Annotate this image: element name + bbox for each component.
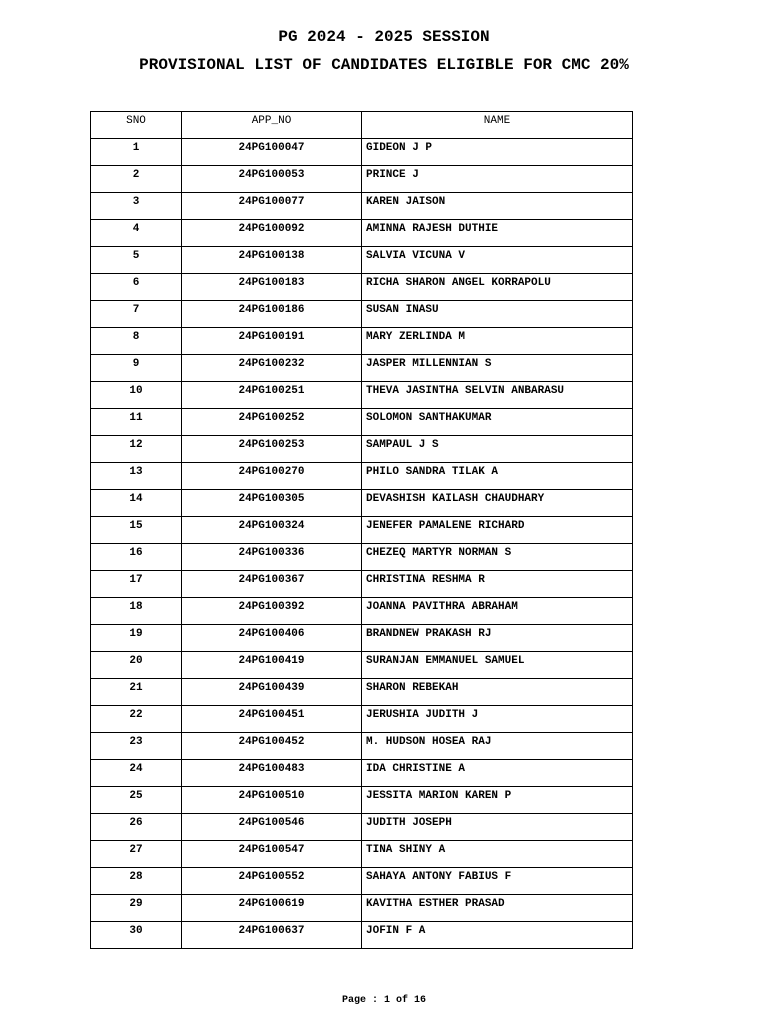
table-row bbox=[91, 706, 633, 733]
cell-sno: 2 bbox=[91, 166, 182, 193]
cell-app-no: 24PG100251 bbox=[182, 382, 362, 409]
cell-sno: 28 bbox=[91, 868, 182, 895]
cell-sno: 20 bbox=[91, 652, 182, 679]
page-number: Page : 1 of 16 bbox=[341, 995, 426, 1006]
cell-name: TINA SHINY A bbox=[362, 841, 633, 868]
cell-name: AMINNA RAJESH DUTHIE bbox=[362, 220, 633, 247]
cell-app-no: 24PG100183 bbox=[182, 274, 362, 301]
cell-sno: 8 bbox=[91, 328, 182, 355]
table-row bbox=[91, 220, 633, 247]
cell-name: SOLOMON SANTHAKUMAR bbox=[362, 409, 633, 436]
cell-app-no: 24PG100191 bbox=[182, 328, 362, 355]
cell-name: SAMPAUL J S bbox=[362, 436, 633, 463]
table-body bbox=[91, 139, 633, 949]
cell-name: PHILO SANDRA TILAK A bbox=[362, 463, 633, 490]
column-header-name: NAME bbox=[362, 112, 633, 139]
cell-app-no: 24PG100451 bbox=[182, 706, 362, 733]
cell-sno: 14 bbox=[91, 490, 182, 517]
table-row bbox=[91, 625, 633, 652]
column-header-app-no: APP_NO bbox=[182, 112, 362, 139]
cell-name: JASPER MILLENNIAN S bbox=[362, 355, 633, 382]
cell-sno: 29 bbox=[91, 895, 182, 922]
table-row bbox=[91, 733, 633, 760]
cell-name: SUSAN INASU bbox=[362, 301, 633, 328]
table-row bbox=[91, 868, 633, 895]
cell-app-no: 24PG100546 bbox=[182, 814, 362, 841]
page-subtitle: PROVISIONAL LIST OF CANDIDATES ELIGIBLE FOR CMC 20% bbox=[139, 56, 629, 74]
table-row bbox=[91, 409, 633, 436]
cell-name: M. HUDSON HOSEA RAJ bbox=[362, 733, 633, 760]
cell-app-no: 24PG100053 bbox=[182, 166, 362, 193]
table-row bbox=[91, 274, 633, 301]
table-row bbox=[91, 895, 633, 922]
cell-app-no: 24PG100047 bbox=[182, 139, 362, 166]
table-row bbox=[91, 463, 633, 490]
cell-name: JOANNA PAVITHRA ABRAHAM bbox=[362, 598, 633, 625]
cell-name: SAHAYA ANTONY FABIUS F bbox=[362, 868, 633, 895]
table-row bbox=[91, 301, 633, 328]
cell-sno: 22 bbox=[91, 706, 182, 733]
cell-name: KAREN JAISON bbox=[362, 193, 633, 220]
table-row bbox=[91, 247, 633, 274]
cell-app-no: 24PG100232 bbox=[182, 355, 362, 382]
cell-name: SHARON REBEKAH bbox=[362, 679, 633, 706]
cell-app-no: 24PG100483 bbox=[182, 760, 362, 787]
cell-app-no: 24PG100552 bbox=[182, 868, 362, 895]
table-row bbox=[91, 679, 633, 706]
cell-app-no: 24PG100419 bbox=[182, 652, 362, 679]
cell-app-no: 24PG100138 bbox=[182, 247, 362, 274]
cell-sno: 9 bbox=[91, 355, 182, 382]
table-row bbox=[91, 571, 633, 598]
cell-app-no: 24PG100186 bbox=[182, 301, 362, 328]
cell-app-no: 24PG100305 bbox=[182, 490, 362, 517]
cell-name: GIDEON J P bbox=[362, 139, 633, 166]
table-row bbox=[91, 787, 633, 814]
table-row bbox=[91, 544, 633, 571]
cell-app-no: 24PG100637 bbox=[182, 922, 362, 949]
cell-name: BRANDNEW PRAKASH RJ bbox=[362, 625, 633, 652]
cell-sno: 25 bbox=[91, 787, 182, 814]
cell-sno: 21 bbox=[91, 679, 182, 706]
table-row bbox=[91, 193, 633, 220]
table-row bbox=[91, 139, 633, 166]
table-row bbox=[91, 355, 633, 382]
cell-sno: 1 bbox=[91, 139, 182, 166]
table-row bbox=[91, 814, 633, 841]
cell-name: CHEZEQ MARTYR NORMAN S bbox=[362, 544, 633, 571]
table-row bbox=[91, 328, 633, 355]
cell-name: THEVA JASINTHA SELVIN ANBARASU bbox=[362, 382, 633, 409]
cell-sno: 5 bbox=[91, 247, 182, 274]
cell-app-no: 24PG100336 bbox=[182, 544, 362, 571]
cell-sno: 16 bbox=[91, 544, 182, 571]
table-header-row bbox=[91, 112, 633, 139]
cell-app-no: 24PG100547 bbox=[182, 841, 362, 868]
table-row bbox=[91, 382, 633, 409]
cell-name: DEVASHISH KAILASH CHAUDHARY bbox=[362, 490, 633, 517]
cell-name: JENEFER PAMALENE RICHARD bbox=[362, 517, 633, 544]
cell-app-no: 24PG100252 bbox=[182, 409, 362, 436]
cell-sno: 30 bbox=[91, 922, 182, 949]
cell-sno: 3 bbox=[91, 193, 182, 220]
cell-sno: 19 bbox=[91, 625, 182, 652]
cell-name: JERUSHIA JUDITH J bbox=[362, 706, 633, 733]
table-row bbox=[91, 652, 633, 679]
cell-name: JUDITH JOSEPH bbox=[362, 814, 633, 841]
cell-name: RICHA SHARON ANGEL KORRAPOLU bbox=[362, 274, 633, 301]
cell-sno: 13 bbox=[91, 463, 182, 490]
cell-name: IDA CHRISTINE A bbox=[362, 760, 633, 787]
cell-name: PRINCE J bbox=[362, 166, 633, 193]
cell-app-no: 24PG100367 bbox=[182, 571, 362, 598]
cell-name: SURANJAN EMMANUEL SAMUEL bbox=[362, 652, 633, 679]
cell-name: JESSITA MARION KAREN P bbox=[362, 787, 633, 814]
cell-name: JOFIN F A bbox=[362, 922, 633, 949]
cell-app-no: 24PG100324 bbox=[182, 517, 362, 544]
table-row bbox=[91, 922, 633, 949]
cell-app-no: 24PG100452 bbox=[182, 733, 362, 760]
cell-app-no: 24PG100439 bbox=[182, 679, 362, 706]
cell-sno: 11 bbox=[91, 409, 182, 436]
column-header-sno: SNO bbox=[91, 112, 182, 139]
cell-name: MARY ZERLINDA M bbox=[362, 328, 633, 355]
cell-app-no: 24PG100406 bbox=[182, 625, 362, 652]
table-row bbox=[91, 598, 633, 625]
cell-app-no: 24PG100077 bbox=[182, 193, 362, 220]
table-row bbox=[91, 490, 633, 517]
cell-sno: 15 bbox=[91, 517, 182, 544]
cell-sno: 27 bbox=[91, 841, 182, 868]
table-row bbox=[91, 841, 633, 868]
cell-sno: 17 bbox=[91, 571, 182, 598]
cell-sno: 24 bbox=[91, 760, 182, 787]
table-row bbox=[91, 517, 633, 544]
cell-sno: 7 bbox=[91, 301, 182, 328]
cell-app-no: 24PG100510 bbox=[182, 787, 362, 814]
candidates-table bbox=[90, 111, 633, 949]
cell-name: KAVITHA ESTHER PRASAD bbox=[362, 895, 633, 922]
cell-name: SALVIA VICUNA V bbox=[362, 247, 633, 274]
cell-sno: 26 bbox=[91, 814, 182, 841]
cell-sno: 6 bbox=[91, 274, 182, 301]
table-row bbox=[91, 436, 633, 463]
cell-sno: 10 bbox=[91, 382, 182, 409]
cell-app-no: 24PG100619 bbox=[182, 895, 362, 922]
cell-app-no: 24PG100270 bbox=[182, 463, 362, 490]
table-row bbox=[91, 760, 633, 787]
cell-sno: 18 bbox=[91, 598, 182, 625]
cell-name: CHRISTINA RESHMA R bbox=[362, 571, 633, 598]
cell-app-no: 24PG100092 bbox=[182, 220, 362, 247]
cell-app-no: 24PG100392 bbox=[182, 598, 362, 625]
cell-app-no: 24PG100253 bbox=[182, 436, 362, 463]
page-title: PG 2024 - 2025 SESSION bbox=[278, 28, 490, 46]
cell-sno: 12 bbox=[91, 436, 182, 463]
cell-sno: 4 bbox=[91, 220, 182, 247]
table-row bbox=[91, 166, 633, 193]
cell-sno: 23 bbox=[91, 733, 182, 760]
